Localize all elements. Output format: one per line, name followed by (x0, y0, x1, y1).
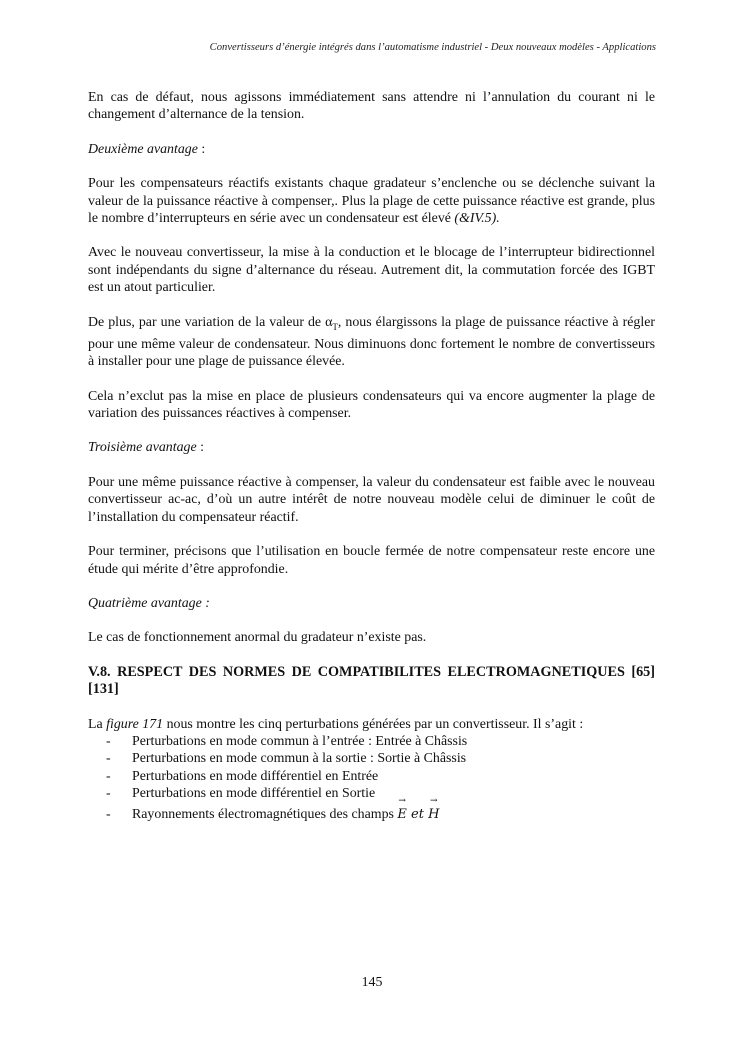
paragraph-existing-compensators (88, 175, 655, 227)
paragraph-alpha-variation (88, 314, 655, 371)
list-item: - Perturbations en mode commun à l’entrée : Entrée à Châssis (106, 733, 655, 750)
advantage-2-colon: : (197, 141, 206, 157)
vector-h (428, 795, 440, 823)
advantage-3-title (88, 439, 655, 456)
paragraph-figure-intro (88, 716, 655, 733)
paragraph-existing-compensators-text: Pour les compensateurs réactifs existants chaque gradateur s’enclenche ou se déclenche suivant la valeur de la puissance réactive à compenser,. Plus la plage de cette puissance réactive est grande, plus le nombre d’interrupteurs en série avec un condensateur est élevé (88, 176, 655, 227)
page-number: 145 (361, 975, 383, 990)
paragraph-abnormal-operation: Le cas de fonctionnement anormal du gradateur n’existe pas. (88, 630, 427, 646)
list-item: - Perturbations en mode commun à la sortie : Sortie à Châssis (106, 750, 655, 767)
vector-conjunction: et (406, 806, 429, 822)
figure-reference: figure 171 (106, 716, 164, 732)
list-item: - Perturbations en mode différentiel en Entrée (106, 768, 655, 785)
section-heading: V.8. RESPECT DES NORMES DE COMPATIBILITES ELECTROMAGNETIQUES [65][131] (88, 663, 655, 698)
perturbation-list (88, 733, 655, 823)
list-item (106, 795, 655, 823)
intro-text-a: La (88, 716, 107, 732)
page-content (88, 89, 655, 823)
advantage-3-label: Troisième avantage (88, 440, 197, 456)
alpha-text-b: , nous élargissons la plage de puissance réactive à régler pour une même valeur de condensateur. Nous diminuons donc fortement le nombre de convertisseurs à installer pour une plage de puissance élevée. (88, 314, 655, 370)
intro-text-b: nous montre les cinq perturbations générées par un convertisseur. Il s’agit : (163, 716, 584, 732)
list-item: - Perturbations en mode différentiel en Sortie (106, 785, 655, 802)
vector-e-letter: E (397, 806, 407, 822)
paragraph-closed-loop: Pour terminer, précisons que l’utilisation en boucle fermée de notre compensateur reste encore une étude qui mérite d’être approfondie. (88, 544, 655, 577)
paragraph-fault: En cas de défaut, nous agissons immédiatement sans attendre ni l’annulation du courant ni le changement d’alternance de la tension. (88, 90, 655, 123)
vector-arrow: → (398, 795, 406, 806)
section-reference: (&IV.5). (454, 211, 500, 227)
advantage-2-title (88, 141, 655, 158)
vector-e (397, 795, 407, 823)
alpha-subscript: T (332, 321, 338, 332)
advantage-3-colon: : (196, 440, 205, 456)
vector-arrow: → (429, 795, 438, 806)
running-header: Convertisseurs d’énergie intégrés dans l’automatisme industriel - Deux nouveaux modèles - Applications (209, 42, 656, 53)
paragraph-capacitor-value: Pour une même puissance réactive à compenser, la valeur du condensateur est faible avec le nouveau convertisseur ac-ac, d’où un autre intérêt de notre nouveau modèle celui de diminuer le coût de l’installation du compensateur réactif. (88, 474, 655, 525)
paragraph-multiple-capacitors: Cela n’exclut pas la mise en place de plusieurs condensateurs qui va encore augmenter la plage de variation des puissances réactives à compenser. (88, 388, 655, 422)
list-item-text: Rayonnements électromagnétiques des champs (132, 806, 398, 822)
alpha-text-a: De plus, par une variation de la valeur de α (88, 314, 333, 330)
paragraph-new-converter: Avec le nouveau convertisseur, la mise à la conduction et le blocage de l’interrupteur bidirectionnel sont indépendants du signe d’alternance du réseau. Autrement dit, la commutation forcée des IGBT est un atout particulier. (88, 245, 655, 296)
advantage-4-title: Quatrième avantage : (88, 595, 210, 611)
vector-h-letter: H (428, 806, 440, 822)
advantage-2-label: Deuxième avantage (88, 141, 198, 157)
